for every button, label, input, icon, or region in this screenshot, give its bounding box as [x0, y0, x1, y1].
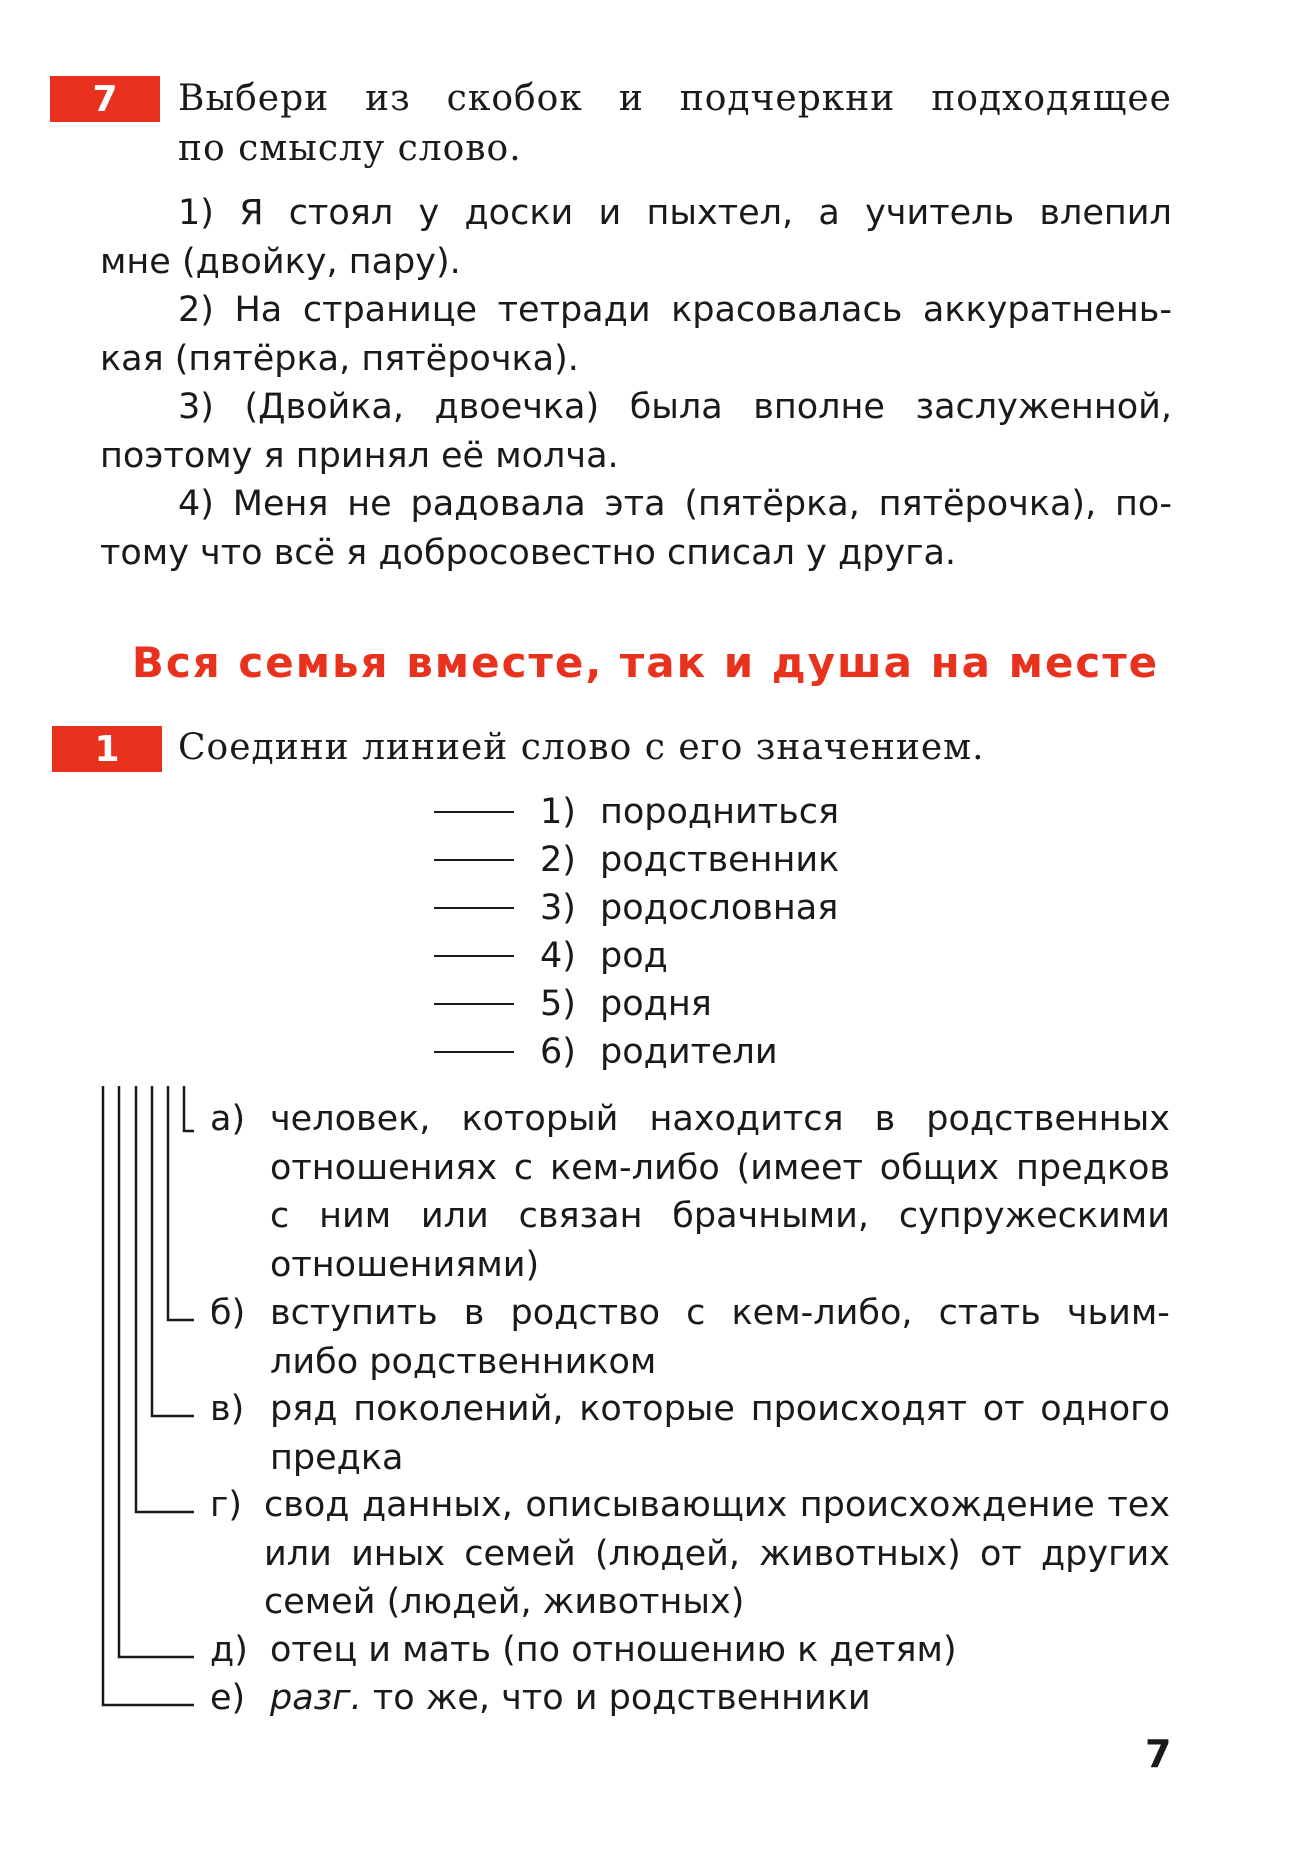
word: в: [874, 1099, 896, 1139]
word: брачными,: [672, 1196, 870, 1236]
item-word: родители: [600, 1032, 778, 1072]
line: то же, что и родственники: [361, 1678, 871, 1718]
word: стоял: [288, 193, 394, 233]
line: отец и мать (по отношению к детям): [270, 1630, 957, 1670]
word: вступить: [270, 1293, 438, 1333]
definition-a: [210, 1095, 1170, 1289]
definition-letter: а): [210, 1099, 246, 1139]
word: подходящее: [931, 78, 1172, 119]
line: мне (двойку, пару).: [100, 241, 461, 282]
word: кем-либо,: [731, 1293, 913, 1333]
item-word: родословная: [600, 888, 839, 928]
word: или: [420, 1196, 489, 1236]
item-number: 1): [540, 792, 576, 832]
word: в: [463, 1293, 485, 1333]
word: чьим-: [1066, 1293, 1170, 1333]
word: пыхтел,: [646, 193, 794, 233]
definition-v: [210, 1385, 1170, 1482]
line: кая (пятёрка, пятёрочка).: [100, 338, 579, 379]
item-word: род: [600, 936, 668, 976]
item-number: 2): [540, 840, 576, 880]
item-number: 6): [540, 1032, 576, 1072]
task-1-title: Соедини линией слово с его значением.: [178, 727, 985, 768]
definition-letter: д): [210, 1630, 248, 1670]
word: Выбери: [178, 78, 330, 119]
word: других: [1040, 1533, 1170, 1574]
word: пятёрочка),: [878, 484, 1097, 524]
item-word: родственник: [600, 840, 840, 880]
word: учитель: [865, 193, 1015, 233]
word: от: [982, 1389, 1025, 1429]
word: (Двойка,: [244, 387, 404, 427]
connector-line-g: [136, 1086, 194, 1512]
word: тетради: [497, 290, 651, 330]
task-badge-1: 1: [52, 726, 162, 772]
word: или: [264, 1533, 332, 1574]
word: человек,: [270, 1099, 431, 1139]
word: родство: [510, 1293, 661, 1333]
item-word: родня: [600, 984, 712, 1024]
word: находится: [649, 1099, 844, 1139]
definition-b: [210, 1289, 1170, 1386]
word: с: [270, 1196, 290, 1236]
item-word: породниться: [600, 792, 840, 832]
word: у: [418, 193, 440, 233]
word: с: [513, 1147, 534, 1188]
definition-g: [210, 1481, 1170, 1627]
abbreviation: разг.: [270, 1678, 362, 1718]
definition-letter: б): [210, 1293, 246, 1333]
connector-line-e: [103, 1086, 194, 1705]
connector-line-d: [119, 1086, 194, 1657]
word: ним: [319, 1196, 392, 1236]
word: по-: [1115, 484, 1172, 524]
line: отношениями): [270, 1244, 540, 1285]
word: животных): [759, 1533, 961, 1574]
word: данных,: [361, 1485, 513, 1525]
word: одного: [1040, 1389, 1170, 1429]
connector-line-a: [184, 1086, 194, 1131]
word: супружескими: [898, 1196, 1170, 1236]
word: с: [686, 1293, 706, 1333]
word: 4): [178, 484, 214, 524]
task-badge-7: 7: [50, 76, 160, 122]
word: ряд: [270, 1389, 338, 1429]
word: Меня: [232, 484, 329, 524]
word: скобок: [446, 78, 583, 119]
word: тех: [1107, 1485, 1170, 1525]
word: стать: [938, 1293, 1041, 1333]
word: радовала: [410, 484, 586, 524]
word: подчеркни: [679, 78, 896, 119]
item-number: 4): [540, 936, 576, 976]
word: (людей,: [594, 1533, 740, 1574]
word: двоечка): [434, 387, 600, 427]
line: семей (людей, животных): [264, 1582, 745, 1622]
word: красовалась: [671, 290, 903, 330]
word: и: [618, 78, 644, 119]
word: вполне: [753, 387, 885, 427]
word: происхождение: [799, 1485, 1095, 1525]
word: общих: [879, 1147, 1000, 1188]
definition-letter: е): [210, 1678, 246, 1718]
word: не: [347, 484, 392, 524]
word: иных: [351, 1533, 446, 1574]
word: и: [598, 193, 622, 233]
definition-d: [210, 1626, 1170, 1675]
word: связан: [518, 1196, 643, 1236]
word: свод: [264, 1485, 350, 1525]
section-title: Вся семья вместе, так и душа на месте: [131, 638, 1160, 687]
word: которые: [579, 1389, 735, 1429]
word: эта: [604, 484, 666, 524]
word: который: [461, 1099, 619, 1139]
item-number: 3): [540, 888, 576, 928]
word: была: [629, 387, 723, 427]
item-number: 5): [540, 984, 576, 1024]
word: кем-либо: [549, 1147, 720, 1188]
word: На: [234, 290, 283, 330]
line: тому что всё я добросовестно списал у друга.: [100, 532, 957, 573]
word: а: [818, 193, 840, 233]
word: (пятёрка,: [684, 484, 860, 524]
word: 2): [178, 290, 214, 330]
word: 3): [178, 387, 214, 427]
word: предков: [1015, 1147, 1170, 1188]
word: (имеет: [736, 1147, 863, 1188]
definition-letter: г): [210, 1485, 243, 1525]
word: родственных: [926, 1099, 1170, 1139]
word: отношениях: [270, 1147, 498, 1188]
task-7-title-line2: по смыслу слово.: [178, 128, 522, 169]
word: из: [365, 78, 411, 119]
line: либо родственником: [270, 1341, 657, 1382]
word: Я: [239, 193, 264, 233]
word: аккуратнень-: [922, 290, 1172, 330]
word: влепил: [1039, 193, 1172, 233]
definition-letter: в): [210, 1389, 245, 1429]
word: странице: [302, 290, 478, 330]
definition-e: [210, 1674, 1170, 1723]
word: доски: [464, 193, 574, 233]
word: описывающих: [525, 1485, 788, 1525]
connector-line-v: [152, 1086, 194, 1416]
line: поэтому я принял её молча.: [100, 435, 619, 476]
word: заслуженной,: [915, 387, 1172, 427]
word: от: [979, 1533, 1022, 1574]
page-number: 7: [1145, 1732, 1172, 1776]
word: поколений,: [353, 1389, 564, 1429]
line: предка: [270, 1437, 404, 1478]
word: происходят: [750, 1389, 967, 1429]
connector-line-b: [168, 1086, 194, 1320]
word: семей: [464, 1533, 576, 1574]
word: 1): [178, 193, 214, 233]
